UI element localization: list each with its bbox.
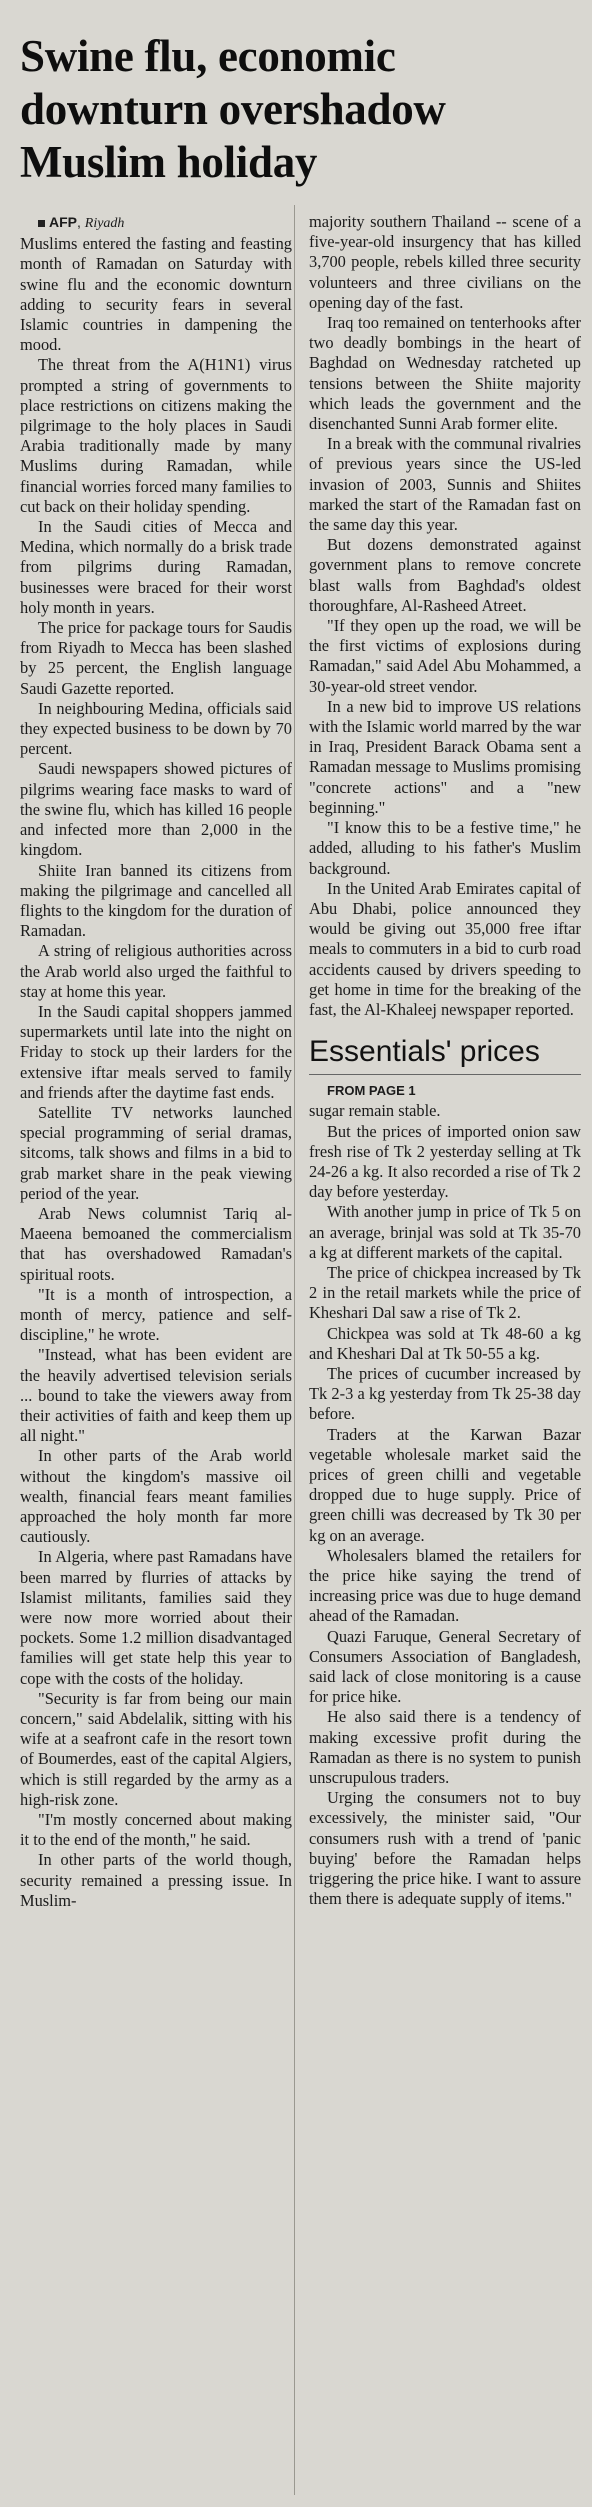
paragraph: Arab News columnist Tariq al-Maeena bemoaned the commercialism that has overshadowed Ramadan's spiritual roots.: [20, 1203, 292, 1284]
headline: Swine flu, economic downturn overshadow Muslim holiday: [20, 31, 446, 187]
paragraph: Urging the consumers not to buy excessively, the minister said, "Our consumers rush with a trend of 'panic buying' before the Ramadan helps triggering the price hike. I want to assure them there is adequate supply of items.": [309, 1788, 581, 1909]
section-rule: [309, 1074, 581, 1075]
paragraph: In other parts of the Arab world without the kingdom's massive oil wealth, financial fears meant families approached the holy month far more cautiously.: [20, 1446, 292, 1547]
paragraph: In other parts of the world though, security remained a pressing issue. In Muslim-: [20, 1850, 292, 1910]
paragraph: Satellite TV networks launched special programming of serial dramas, sitcoms, talk shows and films in a bid to grab market share in the peak viewing period of the year.: [20, 1102, 292, 1203]
paragraph: "Instead, what has been evident are the heavily advertised television serials ... bound to take the viewers away from their activities of faith and keep them up all night.": [20, 1345, 292, 1446]
byline: AFP, Riyadh: [20, 212, 292, 234]
paragraph: Iraq too remained on tenterhooks after two deadly bombings in the heart of Baghdad on Wednesday ratcheted up tensions between the Shiite majority which leads the government and the disenchanted Sunni Arab former elite.: [309, 313, 581, 434]
byline-agency: AFP: [49, 214, 77, 230]
paragraph: A string of religious authorities across the Arab world also urged the faithful to stay at home this year.: [20, 941, 292, 1001]
paragraph: "If they open up the road, we will be the first victims of explosions during Ramadan," said Adel Abu Mohammed, a 30-year-old street vendor.: [309, 616, 581, 696]
paragraph: Quazi Faruque, General Secretary of Consumers Association of Bangladesh, said lack of close monitoring is a cause for price hike.: [309, 1626, 581, 1707]
paragraph: sugar remain stable.: [309, 1101, 441, 1121]
paragraph: In the Saudi cities of Mecca and Medina, which normally do a brisk trade from pilgrims during Ramadan, businesses were braced for their worst holy month in years.: [20, 517, 292, 617]
byline-location: Riyadh: [84, 216, 125, 231]
paragraph: Shiite Iran banned its citizens from making the pilgrimage and cancelled all flights to the kingdom for the duration of Ramadan.: [20, 860, 292, 941]
paragraph: With another jump in price of Tk 5 on an average, brinjal was sold at Tk 35-70 a kg at different markets of the capital.: [309, 1202, 581, 1262]
paragraph: Chickpea was sold at Tk 48-60 a kg and Kheshari Dal at Tk 50-55 a kg.: [309, 1323, 581, 1363]
paragraph: But dozens demonstrated against government plans to remove concrete blast walls from Baghdad's oldest thoroughfare, Al-Rasheed Atreet.: [309, 535, 581, 615]
paragraph: "Security is far from being our main concern," said Abdelalik, sitting with his wife at a seafront cafe in the resort town of Boumerdes, east of the capital Algiers, which is still regarded by the army as a high-risk zone.: [20, 1688, 292, 1809]
paragraph: Wholesalers blamed the retailers for the price hike saying the trend of increasing price was due to huge demand ahead of the Ramadan.: [309, 1545, 581, 1626]
paragraph: In Algeria, where past Ramadans have been marred by flurries of attacks by Islamist militants, families said they were now more worried about their pockets. Some 1.2 million disadvantaged families will get state help this year to cope with the costs of the holiday.: [20, 1547, 292, 1688]
paragraph: In the United Arab Emirates capital of Abu Dhabi, police announced they would be giving out 35,000 free iftar meals to commuters in a bid to curb road accidents caused by drivers speeding to get home in time for the breaking of the fast, the Al-Khaleej newspaper reported.: [309, 878, 581, 1019]
paragraph: But the prices of imported onion saw fresh rise of Tk 2 yesterday selling at Tk 24-26 a kg. It also recorded a rise of Tk 2 day before yesterday.: [309, 1121, 581, 1202]
essentials-section-title: Essentials' prices: [309, 1035, 540, 1069]
paragraph: "I know this to be a festive time," he added, alluding to his father's Muslim background.: [309, 818, 581, 878]
column-divider: [294, 205, 295, 2495]
paragraph: The prices of cucumber increased by Tk 2-3 a kg yesterday from Tk 25-38 day before.: [309, 1363, 581, 1424]
article-right-column: [309, 212, 581, 2492]
paragraph: majority southern Thailand -- scene of a five-year-old insurgency that has killed 3,700 people, rebels killed three security volunteers and three civilians on the opening day of the fast.: [309, 212, 581, 312]
from-page-label: FROM PAGE 1: [327, 1083, 416, 1099]
article-left-column: [20, 212, 292, 2492]
paragraph: Saudi newspapers showed pictures of pilgrims wearing face masks to ward of the swine flu, which has killed 16 people and infected more than 2,000 in the kingdom.: [20, 759, 292, 860]
paragraph: In neighbouring Medina, officials said they expected business to be down by 70 percent.: [20, 698, 292, 759]
paragraph: In a new bid to improve US relations with the Islamic world marred by the war in Iraq, President Barack Obama sent a Ramadan message to Muslims promising "concrete actions" and a "new beginning.": [309, 696, 581, 817]
paragraph: Traders at the Karwan Bazar vegetable wholesale market said the prices of green chilli and vegetable dropped due to huge supply. Price of green chilli was decreased by Tk 30 per kg on an average.: [309, 1424, 581, 1545]
paragraph: "It is a month of introspection, a month of mercy, patience and self-discipline," he wrote.: [20, 1284, 292, 1345]
paragraph: The price of chickpea increased by Tk 2 in the retail markets while the price of Kheshari Dal saw a rise of Tk 2.: [309, 1262, 581, 1323]
paragraph: The threat from the A(H1N1) virus prompted a string of governments to place restrictions on citizens making the pilgrimage to the holy places in Saudi Arabia traditionally made by many Muslims during Ramadan, while financial worries forced many families to cut back on their holiday spending.: [20, 355, 292, 516]
paragraph: "I'm mostly concerned about making it to the end of the month," he said.: [20, 1810, 292, 1850]
paragraph: He also said there is a tendency of making excessive profit during the Ramadan as there is no system to punish unscrupulous traders.: [309, 1707, 581, 1788]
paragraph: In a break with the communal rivalries of previous years since the US-led invasion of 2003, Sunnis and Shiites marked the start of the Ramadan fast on the same day this year.: [309, 434, 581, 535]
paragraph: In the Saudi capital shoppers jammed supermarkets until late into the night on Friday to stock up their larders for the extensive iftar meals served to family and friends after the daytime fast ends.: [20, 1001, 292, 1102]
paragraph: Muslims entered the fasting and feasting month of Ramadan on Saturday with swine flu and the economic downturn adding to security fears in several Islamic countries in dampening the mood.: [20, 234, 292, 355]
paragraph: The price for package tours for Saudis from Riyadh to Mecca has been slashed by 25 percent, the English language Saudi Gazette reported.: [20, 618, 292, 698]
byline-marker-icon: [38, 220, 45, 227]
